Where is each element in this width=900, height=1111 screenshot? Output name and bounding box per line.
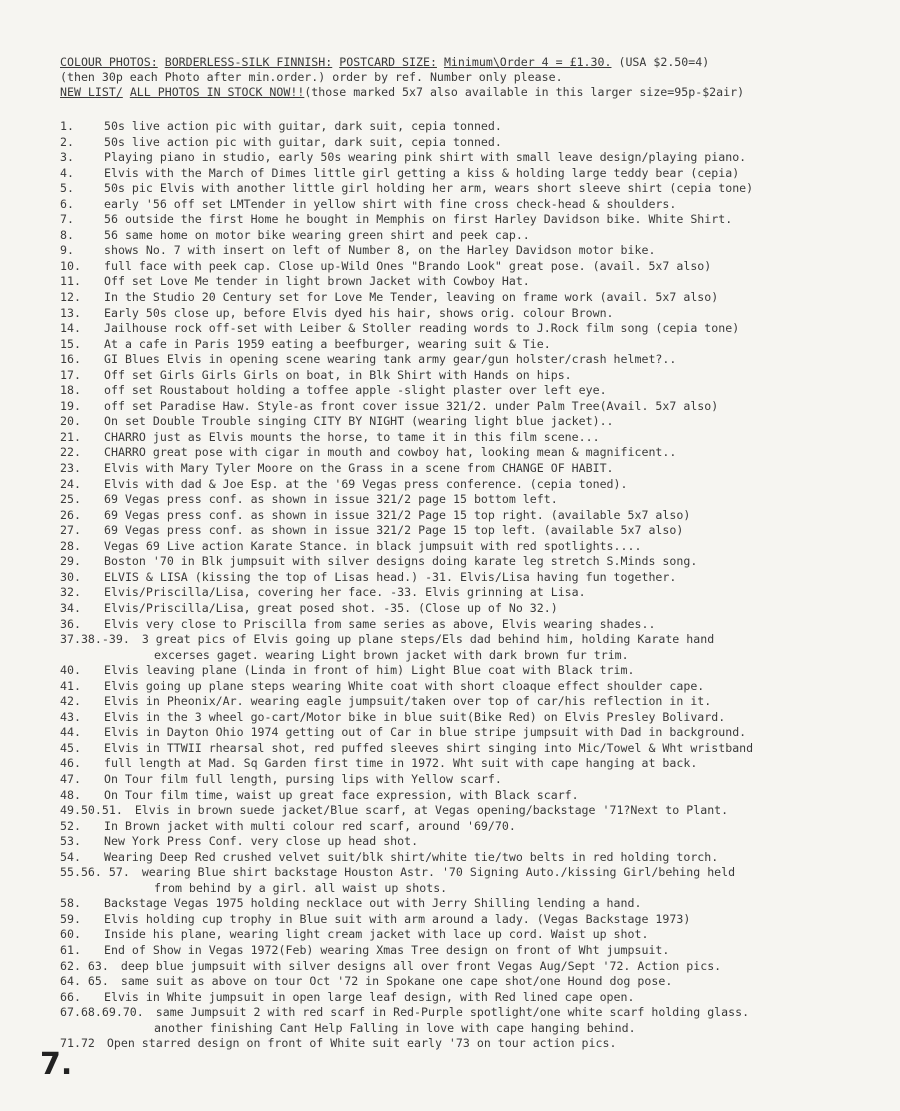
list-item [60,896,880,912]
item-description: Off set Love Me tender in light brown Jacket with Cowboy Hat. [104,274,530,289]
list-item [60,492,880,508]
page-number: 7. [40,1047,73,1082]
item-number: 67.68.69.70. [60,1005,144,1020]
item-number: 40. [60,663,81,678]
list-item [60,663,880,679]
list-item [60,943,880,959]
item-number: 1. [60,119,74,133]
item-description: Early 50s close up, before Elvis dyed his hair, shows orig. colour Brown. [104,305,614,320]
list-item [60,306,880,322]
item-description: off set Paradise Haw. Style-as front cover issue 321/2. under Palm Tree(Avail. 5x7 also) [104,398,719,413]
list-item [60,632,880,648]
item-description: Boston '70 in Blk jumpsuit with silver designs doing karate leg stretch S.Minds song. [104,554,698,569]
item-description: Elvis in Dayton Ohio 1974 getting out of Car in blue stripe jumpsuit with Dad in background. [104,725,747,740]
header [60,55,880,100]
item-description: Elvis with the March of Dimes little girl getting a kiss & holding large teddy bear (cepia) [104,165,740,180]
item-description: 50s live action pic with guitar, dark suit, cepia tonned. [104,134,502,149]
list-item [60,679,880,695]
list-item [60,290,880,306]
item-description: 69 Vegas press conf. as shown in issue 321/2 Page 15 top right. (available 5x7 also) [104,507,691,522]
item-number: 5. [60,181,74,196]
item-description: Elvis in TTWII rhearsal shot, red puffed sleeves shirt singing into Mic/Towel & Wht wristband [104,740,754,755]
list-item [60,819,880,835]
item-number: 13. [60,305,81,320]
item-description: 50s live action pic with guitar, dark suit, cepia tonned. [104,119,502,133]
item-number: 16. [60,352,81,367]
list-item [60,756,880,772]
list-item [60,570,880,586]
item-number: 46. [60,756,81,771]
item-number: 25. [60,492,81,507]
item-description: Elvis in the 3 wheel go-cart/Motor bike in blue suit(Bike Red) on Elvis Presley Bolivard. [104,709,726,724]
item-number: 71.72 [60,1036,95,1051]
item-description: GI Blues Elvis in opening scene wearing tank army gear/gun holster/crash helmet?.. [104,352,677,367]
item-number: 29. [60,554,81,569]
item-description: 50s pic Elvis with another little girl holding her arm, wears short sleeve shirt (cepia tone) [104,181,754,196]
item-number: 64. 65. [60,974,109,989]
list-item [60,601,880,617]
item-number: 48. [60,787,81,802]
item-description: off set Roustabout holding a toffee apple -slight plaster over left eye. [104,383,607,398]
list-item [60,741,880,757]
item-description: 69 Vegas press conf. as shown in issue 321/2 page 15 bottom left. [104,492,558,507]
item-number: 4. [60,165,74,180]
item-number: 52. [60,818,81,833]
header-colour-photos: COLOUR PHOTOS: [60,55,158,69]
item-number: 37.38.-39. [60,632,130,647]
list-item [60,617,880,633]
list-item [60,927,880,943]
item-number: 11. [60,274,81,289]
item-description-continued: from behind by a girl. all waist up shots. [154,880,448,895]
item-number: 62. 63. [60,958,109,973]
header-5x7-note: (those marked 5x7 also available in this larger size=95p-$2air) [304,85,745,99]
list-item [60,974,880,990]
item-description: Elvis going up plane steps wearing White coat with short cloaque effect shoulder cape. [104,678,705,693]
item-number: 58. [60,896,81,911]
item-number: 30. [60,569,81,584]
item-description: New York Press Conf. very close up head shot. [104,834,419,849]
item-number: 9. [60,243,74,258]
item-description: Elvis with dad & Joe Esp. at the '69 Vegas press conference. (cepia toned). [104,476,628,491]
list-item [60,368,880,384]
item-number: 34. [60,600,81,615]
item-description: early '56 off set LMTender in yellow shirt with fine cross check-head & shoulders. [104,196,677,211]
item-number: 66. [60,989,81,1004]
item-number: 27. [60,523,81,538]
list-item [60,803,880,819]
item-number: 23. [60,461,81,476]
item-number: 55.56. 57. [60,865,130,880]
item-description: Elvis leaving plane (Linda in front of him) Light Blue coat with Black trim. [104,663,635,678]
list-item [60,197,880,213]
header-new-list: NEW LIST/ [60,85,123,99]
item-description-continued: another finishing Cant Help Falling in love with cape hanging behind. [154,1020,636,1035]
item-description-continued: excerses gaget. wearing Light brown jacket with dark brown fur trim. [154,647,629,662]
list-item [60,834,880,850]
item-description: At a cafe in Paris 1959 eating a beefburger, wearing suit & Tie. [104,336,551,351]
list-item [60,321,880,337]
item-description: Wearing Deep Red crushed velvet suit/blk shirt/white tie/two belts in red holding torch. [104,849,719,864]
list-item [60,119,880,135]
item-description: shows No. 7 with insert on left of Number 8, on the Harley Davidson motor bike. [104,243,656,258]
item-description: On Tour film time, waist up great face expression, with Black scarf. [104,787,579,802]
item-description: 69 Vegas press conf. as shown in issue 321/2 Page 15 top left. (available 5x7 also) [104,523,684,538]
list-item [60,1036,880,1052]
list-item [60,430,880,446]
item-number: 22. [60,445,81,460]
item-number: 43. [60,709,81,724]
item-description: Elvis with Mary Tyler Moore on the Grass in a scene from CHANGE OF HABIT. [104,461,614,476]
item-number: 12. [60,290,81,305]
item-description: On Tour film full length, pursing lips with Yellow scarf. [104,771,502,786]
header-line-2: (then 30p each Photo after min.order.) order by ref. Number only please. [60,70,563,84]
list-item [60,259,880,275]
item-number: 32. [60,585,81,600]
item-description: deep blue jumpsuit with silver designs all over front Vegas Aug/Sept '72. Action pics. [120,958,722,973]
item-description: CHARRO great pose with cigar in mouth and cowboy hat, looking mean & magnificent.. [104,445,677,460]
list-item [60,959,880,975]
item-number: 42. [60,694,81,709]
item-description: 3 great pics of Elvis going up plane steps/Els dad behind him, holding Karate hand [141,632,715,647]
list-item [60,725,880,741]
header-line-3 [60,85,880,100]
header-in-stock: ALL PHOTOS IN STOCK NOW!! [129,85,305,99]
list-item [60,461,880,477]
item-description: Elvis in White jumpsuit in open large leaf design, with Red lined cape open. [104,989,635,1004]
item-number: 2. [60,134,74,149]
item-description: CHARRO just as Elvis mounts the horse, to tame it in this film scene... [104,429,600,444]
list-item [60,477,880,493]
item-description: In the Studio 20 Century set for Love Me Tender, leaving on frame work (avail. 5x7 also) [104,290,719,305]
list-item [60,135,880,151]
list-item [60,274,880,290]
list-item [60,228,880,244]
item-description: 56 same home on motor bike wearing green shirt and peek cap.. [104,227,530,242]
item-number: 24. [60,476,81,491]
list-item [60,166,880,182]
item-description: In Brown jacket with multi colour red scarf, around '69/70. [104,818,516,833]
list-item [60,243,880,259]
item-description: Playing piano in studio, early 50s wearing pink shirt with small leave design/playing piano. [104,150,747,165]
list-item [60,414,880,430]
list-item [60,912,880,928]
item-number: 18. [60,383,81,398]
item-number: 14. [60,321,81,336]
list-item [60,850,880,866]
item-number: 28. [60,538,81,553]
list-item [60,865,880,881]
item-number: 26. [60,507,81,522]
item-description: 56 outside the first Home he bought in Memphis on first Harley Davidson bike. White Shirt. [104,212,733,227]
header-minimum-order: Minimum\Order 4 = £1.30. [443,55,612,69]
item-description: ELVIS & LISA (kissing the top of Lisas head.) -31. Elvis/Lisa having fun together. [104,569,677,584]
header-finish: BORDERLESS-SILK FINNISH: [164,55,333,69]
item-number: 49.50.51. [60,803,123,818]
item-number: 10. [60,258,81,273]
item-description: Elvis very close to Priscilla from same series as above, Elvis wearing shades.. [104,616,656,631]
list-item [60,383,880,399]
item-number: 8. [60,227,74,242]
item-number: 59. [60,911,81,926]
item-number: 21. [60,429,81,444]
item-number: 15. [60,336,81,351]
list-item [60,212,880,228]
item-number: 44. [60,725,81,740]
item-description: Open starred design on front of White suit early '73 on tour action pics. [106,1036,617,1051]
list-item [60,445,880,461]
list-item [60,554,880,570]
header-line-1 [60,55,880,70]
item-number: 6. [60,196,74,211]
item-description: same suit as above on tour Oct '72 in Spokane one cape shot/one Hound dog pose. [120,974,673,989]
item-description: Vegas 69 Live action Karate Stance. in black jumpsuit with red spotlights.... [104,538,642,553]
list-item [60,337,880,353]
item-description: Elvis in Pheonix/Ar. wearing eagle jumpsuit/taken over top of car/his reflection in it. [104,694,712,709]
item-number: 54. [60,849,81,864]
list-item [60,694,880,710]
list-item [60,352,880,368]
list-item [60,710,880,726]
list-item [60,523,880,539]
list-item [60,150,880,166]
item-description: same Jumpsuit 2 with red scarf in Red-Purple spotlight/one white scarf holding glass. [155,1005,750,1020]
item-number: 41. [60,678,81,693]
list-item [60,181,880,197]
item-description: Elvis holding cup trophy in Blue suit with arm around a lady. (Vegas Backstage 1973) [104,911,691,926]
item-number: 61. [60,942,81,957]
item-description: wearing Blue shirt backstage Houston Astr. '70 Signing Auto./kissing Girl/behing held [141,865,736,880]
item-description: Inside his plane, wearing light cream jacket with lace up cord. Waist up shot. [104,927,649,942]
item-description: Backstage Vegas 1975 holding necklace out with Jerry Shilling lending a hand. [104,896,642,911]
item-description: On set Double Trouble singing CITY BY NIGHT (wearing light blue jacket).. [104,414,614,429]
item-description: Elvis/Priscilla/Lisa, great posed shot. -35. (Close up of No 32.) [104,600,558,615]
item-description: Off set Girls Girls Girls on boat, in Blk Shirt with Hands on hips. [104,367,572,382]
header-size: POSTCARD SIZE: [339,55,437,69]
list-item [60,585,880,601]
item-number: 36. [60,616,81,631]
photo-list [60,119,880,1052]
item-description: Jailhouse rock off-set with Leiber & Stoller reading words to J.Rock film song (cepia tone) [104,321,740,336]
item-description: full length at Mad. Sq Garden first time in 1972. Wht suit with cape hanging at back. [104,756,698,771]
item-number: 19. [60,398,81,413]
list-item [60,772,880,788]
item-number: 7. [60,212,74,227]
item-number: 60. [60,927,81,942]
list-item [60,399,880,415]
item-number: 53. [60,834,81,849]
item-number: 47. [60,771,81,786]
item-description: Elvis in brown suede jacket/Blue scarf, at Vegas opening/backstage '71?Next to Plant. [134,803,729,818]
item-number: 20. [60,414,81,429]
header-usa-price: (USA $2.50=4) [618,55,710,69]
item-description: full face with peek cap. Close up-Wild Ones "Brando Look" great pose. (avail. 5x7 also) [104,258,712,273]
list-item [60,990,880,1006]
list-item [60,788,880,804]
list-item [60,508,880,524]
item-description: Elvis/Priscilla/Lisa, covering her face. -33. Elvis grinning at Lisa. [104,585,586,600]
list-item [60,539,880,555]
item-number: 17. [60,367,81,382]
list-item [60,1005,880,1021]
item-description: End of Show in Vegas 1972(Feb) wearing Xmas Tree design on front of Wht jumpsuit. [104,942,670,957]
item-number: 45. [60,740,81,755]
item-number: 3. [60,150,74,165]
